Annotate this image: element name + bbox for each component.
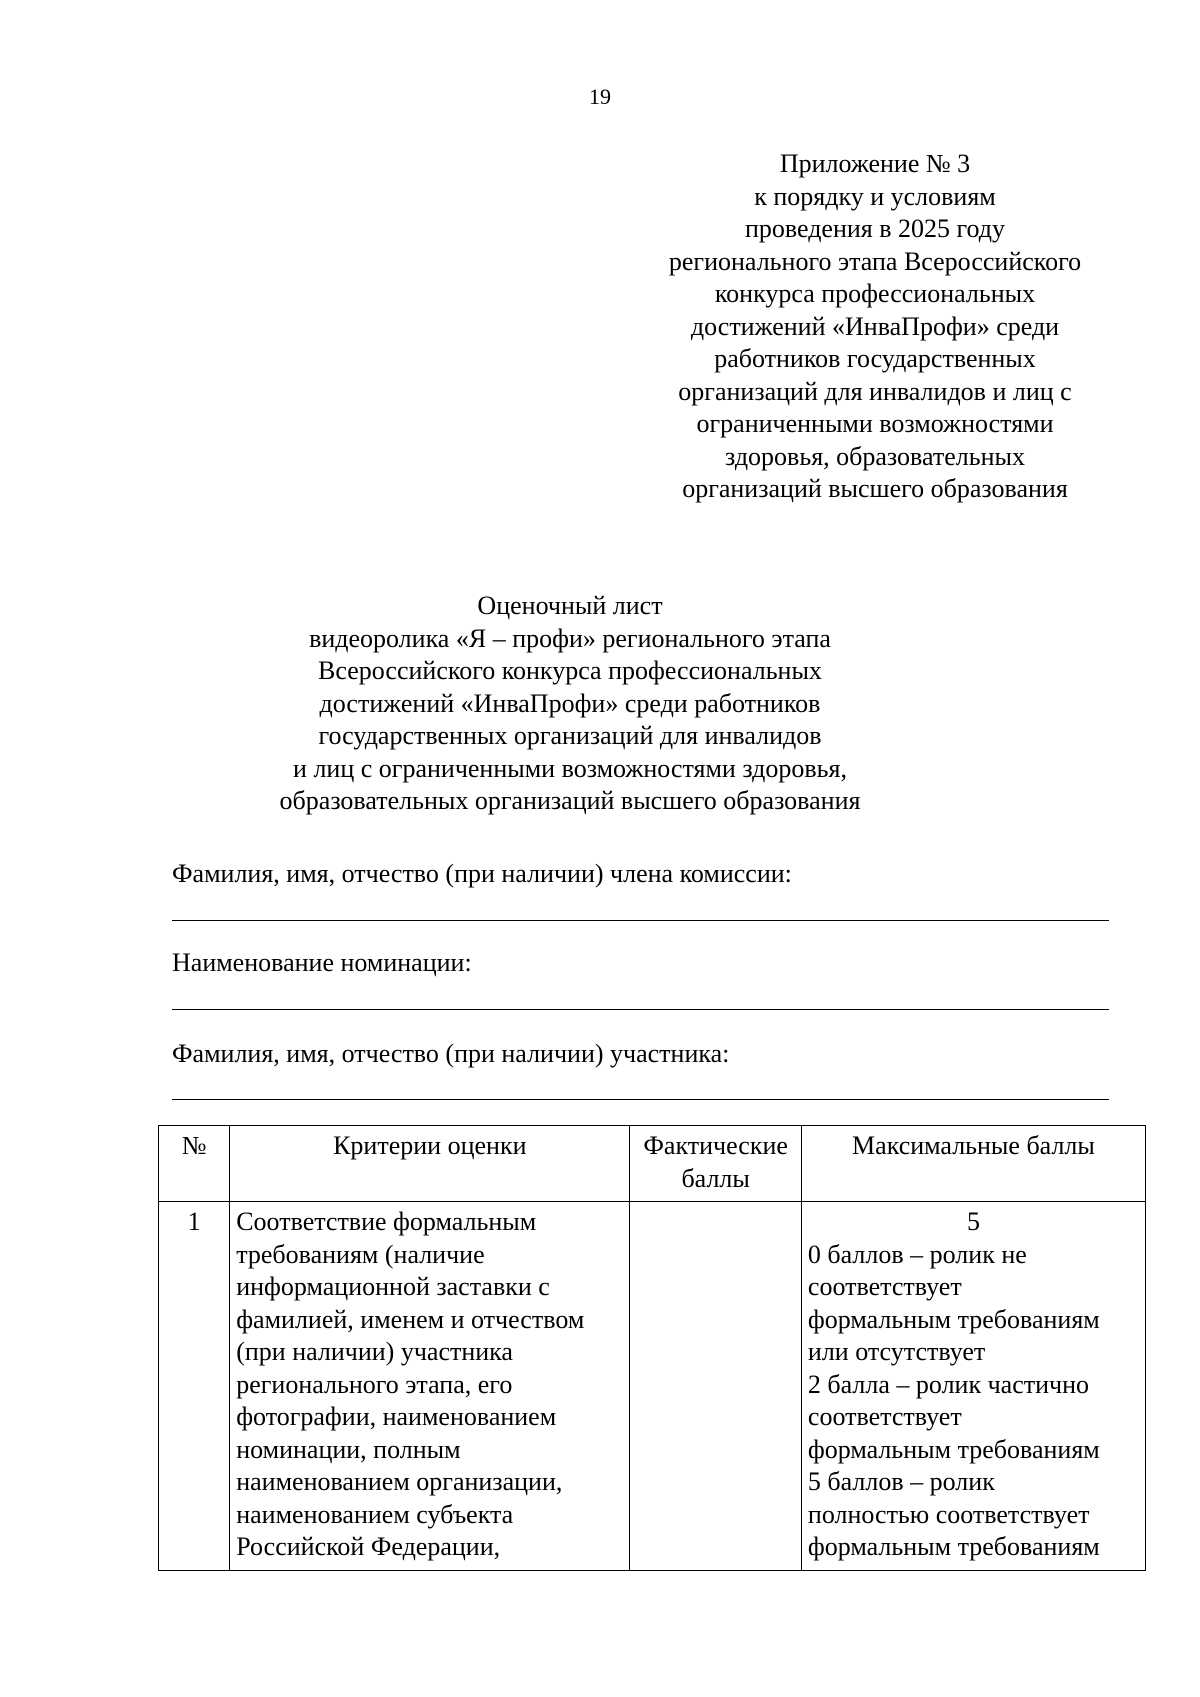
appendix-header (610, 148, 1140, 506)
header-actual-line: Фактические (643, 1131, 788, 1160)
max-line: формальным требованиям (807, 1532, 1100, 1561)
criteria-line: наименованием организации, (236, 1467, 563, 1496)
max-line: или отсутствует (807, 1337, 986, 1366)
criteria-line: наименованием субъекта (236, 1499, 514, 1529)
sheet-title-line: и лиц с ограниченными возможностями здоровья, (293, 753, 847, 783)
max-line: формальным требованиям (807, 1434, 1100, 1464)
criteria-line: номинации, полным (236, 1434, 461, 1464)
max-line: 5 баллов – ролик (807, 1467, 995, 1496)
appendix-line: Приложение № 3 (779, 149, 971, 178)
appendix-line: организаций для инвалидов и лиц с (678, 376, 1072, 406)
max-total: 5 (966, 1207, 980, 1236)
table-row (159, 1202, 1146, 1571)
sheet-title-line: Всероссийского конкурса профессиональных (318, 656, 822, 685)
table-header-row (159, 1126, 1146, 1202)
criteria-line: фотографии, наименованием (236, 1402, 557, 1431)
criteria-line: информационной заставки с (236, 1272, 550, 1301)
nomination-field (172, 947, 1109, 979)
sheet-title-line: достижений «ИнваПрофи» среди работников (319, 688, 821, 718)
row-actual-points-cell[interactable] (630, 1202, 802, 1571)
criteria-line: (при наличии) участника (236, 1337, 513, 1366)
criteria-line: регионального этапа, его (236, 1369, 513, 1399)
appendix-line: здоровья, образовательных (725, 441, 1025, 471)
appendix-line: достижений «ИнваПрофи» среди (690, 311, 1060, 341)
header-max-points: Максимальные баллы (801, 1126, 1145, 1202)
appendix-line: ограниченными возможностями (696, 409, 1054, 438)
criteria-line: требованиям (наличие (236, 1239, 485, 1269)
header-num: № (159, 1126, 230, 1202)
max-line: соответствует (807, 1402, 962, 1431)
nomination-fill-line[interactable] (172, 1009, 1109, 1010)
criteria-line: Соответствие формальным (236, 1207, 537, 1236)
row-max-points (801, 1202, 1145, 1571)
max-line: полностью соответствует (807, 1499, 1090, 1529)
sheet-title-line: государственных организаций для инвалидов (318, 721, 822, 750)
participant-field (172, 1038, 1109, 1070)
appendix-line: конкурса профессиональных (714, 279, 1036, 308)
criteria-line: Российской Федерации, (236, 1532, 501, 1561)
sheet-title-line: Оценочный лист (477, 591, 663, 620)
sheet-title (240, 590, 900, 818)
header-criteria: Критерии оценки (230, 1126, 630, 1202)
nomination-label: Наименование номинации: (172, 948, 472, 977)
header-actual-line: баллы (681, 1163, 750, 1193)
max-line: соответствует (807, 1272, 962, 1301)
appendix-line: проведения в 2025 году (744, 214, 1006, 243)
criteria-table (158, 1125, 1146, 1571)
appendix-line: к порядку и условиям (754, 181, 996, 211)
sheet-title-line: видеоролика «Я – профи» регионального этапа (309, 623, 831, 653)
sheet-title-line: образовательных организаций высшего образования (279, 786, 861, 815)
appendix-line: регионального этапа Всероссийского (668, 246, 1082, 276)
header-actual-points (630, 1126, 802, 1202)
commission-member-field (172, 858, 1109, 890)
max-line: 0 баллов – ролик не (807, 1239, 1027, 1269)
participant-fill-line[interactable] (172, 1099, 1109, 1100)
appendix-line: организаций высшего образования (682, 474, 1068, 503)
participant-label: Фамилия, имя, отчество (при наличии) участника: (172, 1039, 730, 1068)
commission-member-label: Фамилия, имя, отчество (при наличии) члена комиссии: (172, 859, 792, 888)
criteria-line: фамилией, именем и отчеством (236, 1304, 585, 1334)
appendix-line: работников государственных (714, 344, 1036, 373)
commission-member-fill-line[interactable] (172, 920, 1109, 921)
max-line: формальным требованиям (807, 1304, 1100, 1334)
row-num: 1 (159, 1202, 230, 1571)
row-criteria (230, 1202, 630, 1571)
page-number: 19 (589, 84, 611, 109)
max-line: 2 балла – ролик частично (807, 1369, 1090, 1399)
